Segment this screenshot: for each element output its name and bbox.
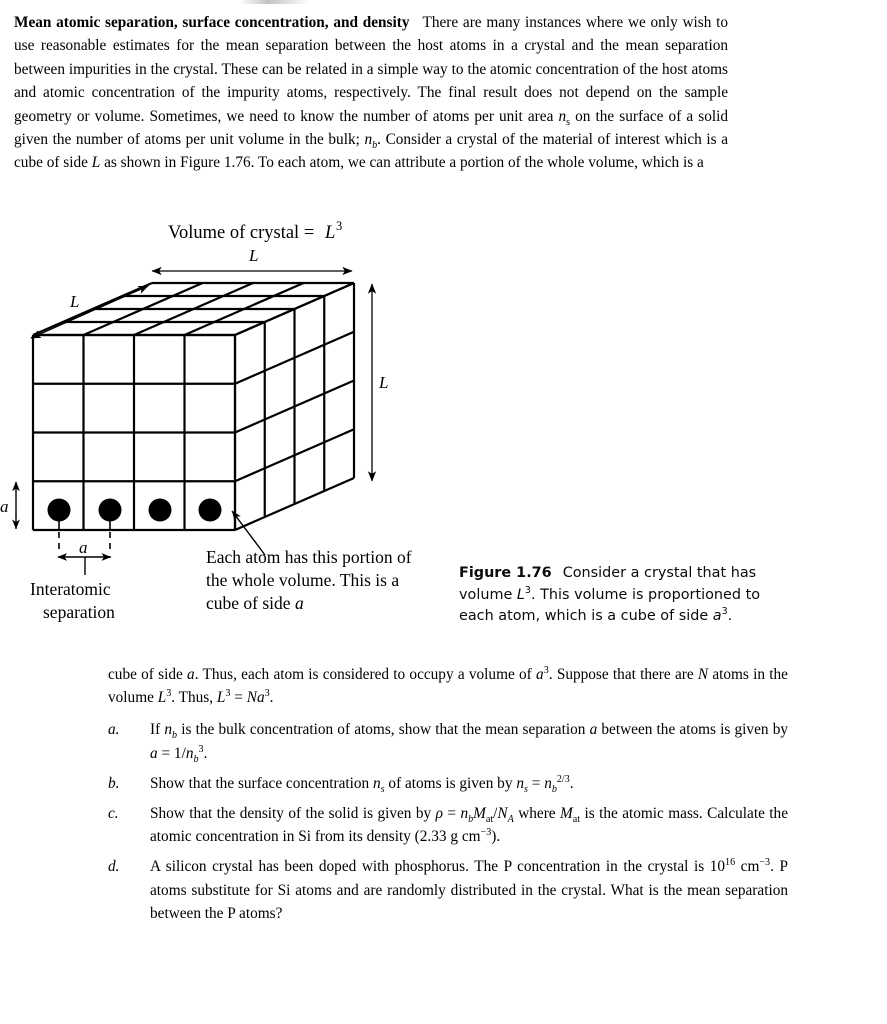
text-segment: n bbox=[544, 774, 552, 792]
label-a-vertical: a bbox=[0, 497, 9, 516]
problem-item bbox=[108, 772, 788, 795]
text-segment: If bbox=[150, 721, 165, 739]
cont-sup-2: 3 bbox=[166, 688, 172, 700]
text-segment: M bbox=[473, 805, 486, 823]
cube-structure bbox=[33, 283, 354, 530]
label-interatomic-line2: separation bbox=[43, 602, 115, 622]
text-segment: b bbox=[551, 783, 557, 795]
figure-title-exponent: 3 bbox=[336, 219, 343, 233]
text-segment: A silicon crystal has been doped with phosphorus. The P concentration in the crystal is 10 bbox=[150, 858, 726, 876]
text-segment: = bbox=[527, 774, 545, 792]
text-segment: N bbox=[497, 805, 508, 823]
text-segment: b bbox=[193, 753, 199, 765]
caption-text-3: . bbox=[727, 608, 733, 624]
cont-sym-N: N bbox=[697, 666, 709, 683]
text-segment: . bbox=[203, 744, 208, 762]
text-segment: = bbox=[442, 805, 461, 823]
text-segment: a bbox=[150, 744, 158, 762]
problem-item-text bbox=[150, 858, 788, 921]
problem-item-marker: a. bbox=[108, 721, 120, 739]
problem-item-marker: b. bbox=[108, 774, 120, 792]
text-segment: a bbox=[589, 721, 598, 739]
text-segment: 3 bbox=[198, 743, 204, 755]
cont-text-4: atoms in the volume bbox=[108, 666, 788, 707]
atom-1 bbox=[48, 499, 71, 531]
top-face-width-lines bbox=[33, 283, 354, 335]
problem-item-text bbox=[150, 773, 574, 795]
text-segment: . bbox=[569, 774, 574, 792]
text-segment: / bbox=[493, 805, 498, 823]
label-L-top: L bbox=[249, 246, 259, 265]
cont-text-6: = bbox=[230, 689, 247, 707]
symbol-n-s-subscript: s bbox=[566, 116, 571, 128]
text-segment: s bbox=[380, 783, 385, 795]
atom-3 bbox=[149, 499, 172, 522]
problem-item bbox=[108, 802, 788, 848]
text-segment: ). bbox=[491, 828, 501, 846]
text-segment: A bbox=[507, 814, 514, 826]
intro-heading: Mean atomic separation, surface concentration, and density bbox=[14, 14, 410, 31]
text-segment: cm bbox=[735, 858, 760, 876]
continuation-paragraph bbox=[108, 663, 788, 709]
problem-item-marker: d. bbox=[108, 858, 120, 876]
text-segment: at bbox=[485, 814, 494, 826]
atom-2 bbox=[99, 499, 122, 531]
text-segment: 16 bbox=[725, 857, 736, 869]
right-face-vertical-lines bbox=[235, 283, 354, 530]
problem-item bbox=[108, 855, 788, 925]
cont-text-7: . bbox=[269, 689, 274, 707]
text-segment: b bbox=[172, 730, 178, 742]
symbol-n-b: n bbox=[364, 131, 373, 149]
text-segment: between the atoms is given by bbox=[597, 721, 788, 739]
cont-sup-1: 3 bbox=[543, 664, 549, 676]
cont-sym-L1: L bbox=[157, 689, 167, 707]
text-segment: where bbox=[513, 805, 561, 823]
text-segment: −3 bbox=[759, 857, 771, 869]
figure-caption bbox=[459, 563, 799, 628]
label-L-height: L bbox=[379, 373, 389, 392]
scan-artifact bbox=[240, 0, 310, 4]
symbol-n-s: n bbox=[558, 107, 567, 125]
caption-sup-3a: 3 bbox=[524, 584, 531, 596]
text-segment: of atoms is given by bbox=[384, 774, 517, 792]
text-segment: = 1/ bbox=[157, 744, 186, 762]
caption-text-2: . This volume is proportioned to each atom, which is a cube of side bbox=[459, 586, 761, 624]
text-segment: n bbox=[460, 805, 469, 823]
caption-symbol-a: a bbox=[712, 608, 722, 624]
callout-line-2: the whole volume. This is a bbox=[206, 570, 400, 590]
problem-item-marker: c. bbox=[108, 805, 119, 823]
caption-symbol-L: L bbox=[516, 586, 525, 603]
text-segment: 2/3 bbox=[556, 773, 570, 785]
cont-sym-L2: L bbox=[216, 689, 226, 707]
text-segment: n bbox=[373, 774, 381, 792]
text-segment: . P atoms substitute for Si atoms and are randomly distributed in the crystal. What is the mean separation between the P atoms? bbox=[150, 858, 789, 922]
caption-sup-3b: 3 bbox=[721, 606, 728, 618]
text-segment: M bbox=[560, 805, 573, 823]
figure-title-text: Volume of crystal = bbox=[168, 223, 315, 243]
caption-text-1: Consider a crystal that has volume bbox=[459, 565, 757, 603]
text-segment: n bbox=[185, 744, 194, 762]
callout-line-3: cube of side a bbox=[206, 593, 304, 613]
label-interatomic-line1: Interatomic bbox=[30, 579, 111, 599]
cont-sup-4: 3 bbox=[264, 688, 270, 700]
text-segment: b bbox=[468, 814, 474, 826]
text-segment: −3 bbox=[480, 827, 492, 839]
figure-caption-label: Figure 1.76 bbox=[459, 565, 552, 581]
text-segment: n bbox=[516, 774, 524, 792]
text-segment: at bbox=[572, 814, 581, 826]
label-a-horizontal: a bbox=[79, 538, 88, 557]
cont-sym-Na: Na bbox=[246, 689, 265, 707]
atom-4 bbox=[199, 499, 222, 522]
cont-sym-a1: a bbox=[187, 666, 195, 683]
problem-item-text bbox=[150, 721, 788, 765]
label-L-depth: L bbox=[70, 292, 80, 311]
lower-body-section bbox=[108, 663, 788, 932]
text-segment: n bbox=[164, 721, 173, 739]
text-segment: is the atomic mass. Calculate the atomic concentration in Si from its density (2.33 g cm bbox=[150, 805, 788, 846]
text-segment: Show that the surface concentration bbox=[150, 774, 373, 792]
callout-line-1: Each atom has this portion of bbox=[206, 547, 412, 567]
cont-sup-3: 3 bbox=[225, 688, 231, 700]
cont-sym-a2: a bbox=[536, 666, 544, 683]
intro-text-2: on the surface of a solid given the number of atoms per unit volume in the bulk; bbox=[14, 107, 729, 149]
problem-item bbox=[108, 718, 788, 764]
cont-text-2: . Thus, each atom is considered to occupy a volume of bbox=[194, 666, 537, 683]
symbol-n-b-subscript: b bbox=[372, 140, 378, 152]
text-segment: Show that the density of the solid is given by bbox=[150, 805, 436, 823]
text-segment: s bbox=[523, 783, 528, 795]
dimension-arrow-L-depth bbox=[31, 286, 148, 338]
intro-text-1: There are many instances where we only wish to use reasonable estimates for the mean separation between the host atoms in a crystal and the mean separation between impurities in the crystal. These can be related in a simple way to the atomic concentration of the host atoms and atomic concentration of the impurity atoms, respectively. The final result does not depend on the sample geometry or volume. Sometimes, we need to know the number of atoms per unit area bbox=[14, 14, 728, 125]
cont-text-3: . Suppose that there are bbox=[548, 666, 698, 683]
problem-items-list bbox=[108, 718, 788, 925]
cont-text-1: cube of side bbox=[108, 666, 188, 683]
text-segment: is the bulk concentration of atoms, show that the mean separation bbox=[177, 721, 590, 739]
intro-text-3: . Consider a crystal of the material of interest which is a cube of side bbox=[14, 131, 728, 172]
problem-item-text bbox=[150, 805, 788, 845]
symbol-L-intro: L bbox=[91, 154, 101, 172]
cont-text-5: . Thus, bbox=[171, 689, 217, 707]
intro-paragraph bbox=[14, 11, 728, 175]
intro-text-4: as shown in Figure 1.76. To each atom, we can attribute a portion of the whole volume, which is a bbox=[100, 154, 704, 172]
figure-title-symbol: L bbox=[325, 223, 336, 243]
text-segment: ρ bbox=[435, 805, 443, 823]
